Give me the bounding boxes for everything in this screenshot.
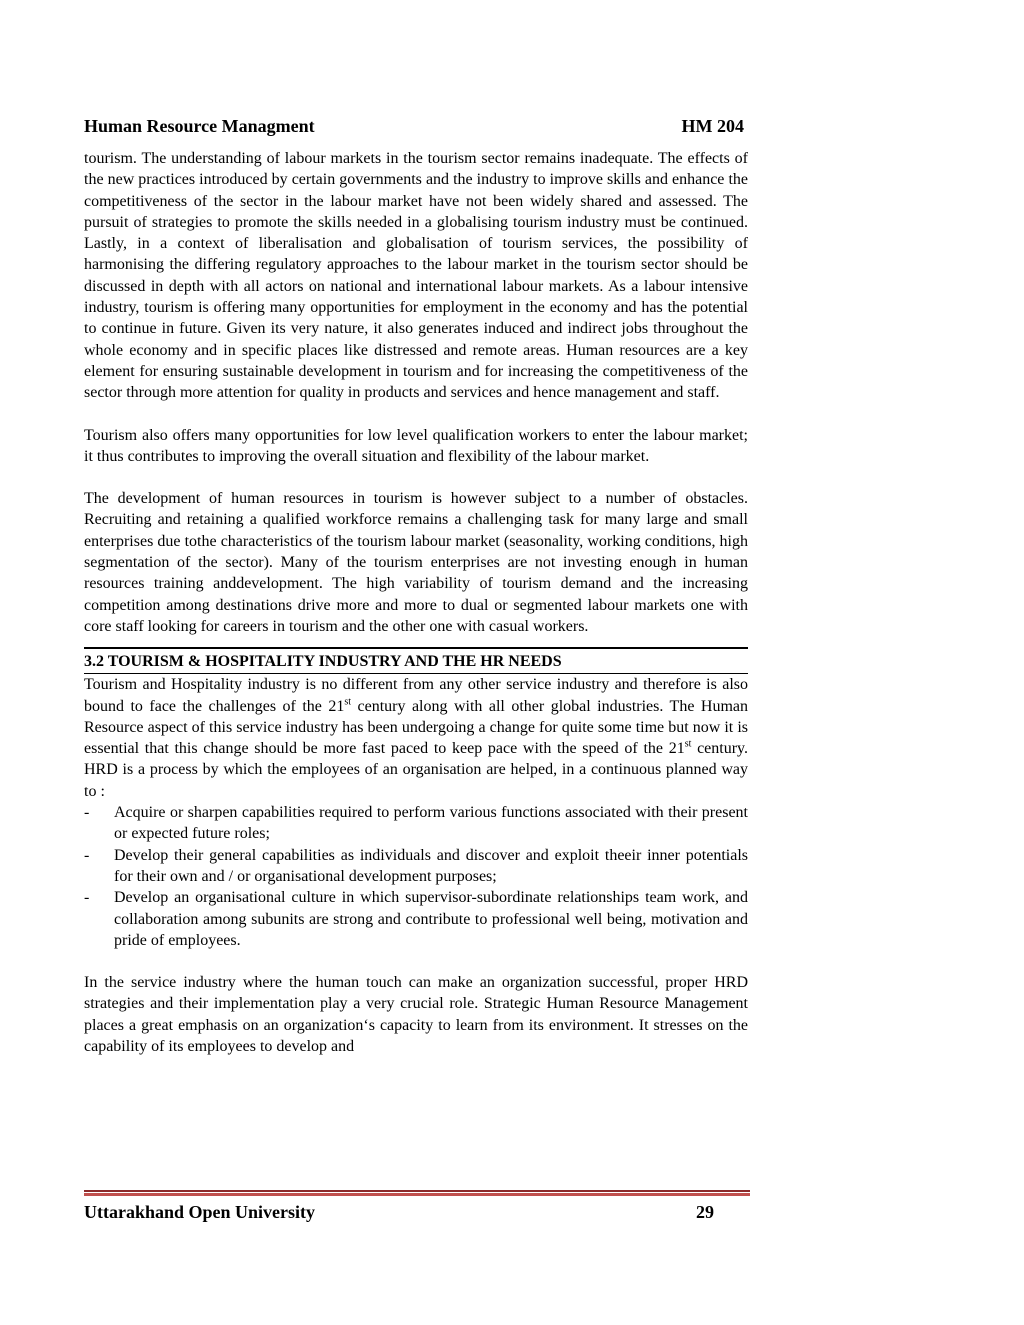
superscript-st: st bbox=[684, 738, 692, 750]
running-header bbox=[84, 114, 748, 138]
section-intro-part3: century. HRD is a process by which the employees of an organisation are helped, in a continuous planned way to : bbox=[84, 740, 749, 800]
header-course-code: HM 204 bbox=[681, 116, 744, 136]
superscript-st: st bbox=[344, 696, 352, 708]
list-item bbox=[84, 887, 748, 951]
footer-university: Uttarakhand Open University bbox=[84, 1202, 316, 1222]
bullet-marker: - bbox=[84, 889, 90, 907]
paragraph-3: The development of human resources in tourism is however subject to a number of obstacles. Recruiting and retaining a qualified workforce remains a challenging task for many large and small enterprises due tothe characteristics of the tourism labour market (seasonality, working conditions, high segmentation of the sector). Many of the tourism enterprises are not investing enough in human resources training anddevelopment. The high variability of tourism demand and the increasing competition among destinations drive more and more to dual or segmented labour markets one with core staff looking for careers in tourism and the other one with casual workers. bbox=[84, 490, 748, 635]
header-title: Human Resource Managment bbox=[84, 116, 315, 136]
page-content bbox=[84, 114, 748, 1078]
paragraph-1: tourism. The understanding of labour markets in the tourism sector remains inadequate. The effects of the new practices introduced by certain governments and the industry to improve skills and enhance the competitiveness of the sector in the labour market have not been widely shared and assessed. The pursuit of strategies to promote the skills needed in a globalising tourism industry must be continued. Lastly, in a context of liberalisation and globalisation of tourism services, the possibility of harmonising the differing regulatory approaches to the labour market in the tourism sector should be discussed in depth with all actors on national and international labour markets. As a labour intensive industry, tourism is offering many opportunities for employment in the economy and has the potential to continue in future. Given its very nature, it also generates induced and indirect jobs throughout the whole economy and in specific places like distressed and remote areas. Human resources are a key element for ensuring sustainable development in tourism and for increasing the competitiveness of the sector through more attention for quality in products and services and hence management and staff. bbox=[84, 150, 748, 402]
bullet-marker: - bbox=[84, 846, 90, 864]
list-item bbox=[84, 845, 748, 888]
hrd-bullet-list bbox=[84, 802, 748, 951]
bullet-text: Acquire or sharpen capabilities required to perform various functions associated with their present or expected future roles; bbox=[114, 804, 748, 843]
running-footer bbox=[84, 1200, 714, 1224]
section-intro bbox=[84, 674, 748, 802]
bullet-text: Develop an organisational culture in which supervisor-subordinate relationships team work, and collaboration among subunits are strong and contribute to professional well being, motivation and pride of employees. bbox=[114, 889, 748, 949]
footer-rule bbox=[84, 1190, 750, 1196]
section-intro-part1: Tourism and Hospitality industry is no different from any other service industry and therefore is also bound to face the challenges of the 21 bbox=[84, 676, 748, 715]
bullet-marker: - bbox=[84, 804, 90, 822]
section-closing-paragraph: In the service industry where the human touch can make an organization successful, proper HRD strategies and their implementation play a very crucial role. Strategic Human Resource Management places a great emphasis on an organization‘s capacity to learn from its environment. It stresses on the capability of its employees to develop and bbox=[84, 974, 748, 1055]
list-item bbox=[84, 802, 748, 845]
bullet-text: Develop their general capabilities as individuals and discover and exploit theeir inner potentials for their own and / or organisational development purposes; bbox=[114, 846, 748, 885]
section-intro-part2: century along with all other global industries. The Human Resource aspect of this service industry has been undergoing a change for quite some time but now it is essential that this change should be more fast paced to keep pace with the speed of the 21 bbox=[84, 697, 749, 758]
section-heading: 3.2 TOURISM & HOSPITALITY INDUSTRY AND THE HR NEEDS bbox=[84, 649, 748, 674]
paragraph-2: Tourism also offers many opportunities for low level qualification workers to enter the labour market; it thus contributes to improving the overall situation and flexibility of the labour market. bbox=[84, 426, 748, 465]
page-number: 29 bbox=[696, 1202, 714, 1222]
body-text bbox=[84, 148, 748, 1057]
